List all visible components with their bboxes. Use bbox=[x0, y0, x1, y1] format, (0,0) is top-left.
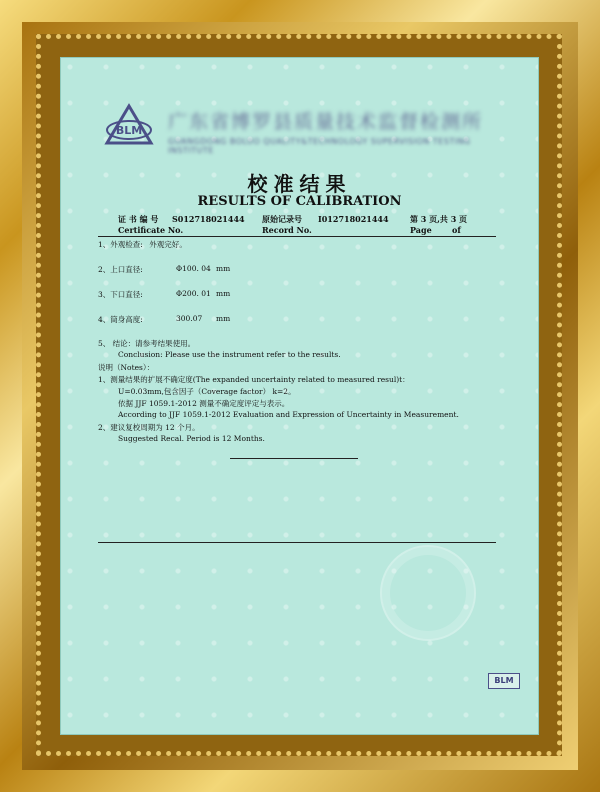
item-3-unit: mm bbox=[216, 289, 231, 298]
note-1-uncertainty: U=0.03mm,包含因子（Coverage factor） k=2。 bbox=[118, 387, 296, 396]
item-2-unit: mm bbox=[216, 264, 231, 273]
item-label: 下口直径: bbox=[110, 290, 143, 299]
of-label-en: of bbox=[452, 225, 461, 235]
record-number: I012718021444 bbox=[318, 214, 389, 224]
cert-label-cn: 证 书 编 号 bbox=[118, 214, 159, 224]
conclusion-en: Conclusion: Please use the instrument refer to the results. bbox=[118, 350, 341, 359]
item-4-unit: mm bbox=[216, 314, 231, 323]
note-2-en: Suggested Recal. Period is 12 Months. bbox=[118, 434, 265, 443]
item-label: 上口直径: bbox=[110, 265, 143, 274]
cert-number: S012718021444 bbox=[172, 214, 245, 224]
note-1-basis-en: According to JJF 1059.1-2012 Evaluation and Expression of Uncertainty in Measurement. bbox=[118, 410, 459, 419]
title-cn: 校准结果 bbox=[247, 172, 352, 196]
record-label-cn: 原始记录号 bbox=[262, 214, 302, 224]
institute-name-cn: 广东省博罗县质量技术监督检测所 bbox=[168, 111, 484, 133]
item-num: 4、 bbox=[98, 315, 111, 324]
institute-name-en: GUANGDONG BOLUO QUALITY&TECHNOLOGY SUPERVISION TESTING INSTITUTE bbox=[168, 137, 471, 155]
note-2: 2、建议复校周期为 12 个月。 bbox=[98, 423, 200, 432]
item-1 bbox=[98, 239, 187, 250]
record-label-en: Record No. bbox=[262, 225, 312, 235]
title-en: RESULTS OF CALIBRATION bbox=[197, 194, 402, 209]
embossed-seal bbox=[380, 545, 476, 641]
notes-heading: 说明（Notes）： bbox=[98, 363, 155, 372]
item-num: 3、 bbox=[98, 290, 111, 299]
footer-rule bbox=[98, 542, 496, 543]
blm-badge: BLM bbox=[488, 673, 520, 689]
item-3 bbox=[98, 289, 143, 300]
header-rule bbox=[98, 236, 496, 237]
institute-logo-icon bbox=[104, 103, 154, 149]
end-rule bbox=[230, 458, 358, 459]
page-indicator-cn: 第 3 页,共 3 页 bbox=[410, 214, 468, 224]
item-2-value: Φ100. 04 bbox=[176, 264, 211, 273]
item-num: 2、 bbox=[98, 265, 111, 274]
note-1-basis-cn: 依据 JJF 1059.1-2012 测量不确定度评定与表示。 bbox=[118, 399, 290, 408]
item-2 bbox=[98, 264, 143, 275]
conclusion-cn: 5、 结论：请参考结果使用。 bbox=[98, 339, 196, 348]
item-value: 外观完好。 bbox=[149, 240, 187, 249]
item-num: 1、 bbox=[98, 240, 111, 249]
item-label: 外观检查: bbox=[110, 240, 143, 249]
item-label: 筒身高度: bbox=[110, 315, 143, 324]
item-4 bbox=[98, 314, 143, 325]
cert-label-en: Certificate No. bbox=[118, 225, 184, 235]
logo-text: BLM bbox=[115, 124, 143, 137]
certificate-page bbox=[60, 57, 539, 735]
note-1: 1、测量结果的扩展不确定度(The expanded uncertainty related to measured resul)t： bbox=[98, 375, 410, 384]
page-label-en: Page bbox=[410, 225, 432, 235]
item-3-value: Φ200. 01 bbox=[176, 289, 211, 298]
item-4-value: 300.07 bbox=[176, 314, 203, 323]
